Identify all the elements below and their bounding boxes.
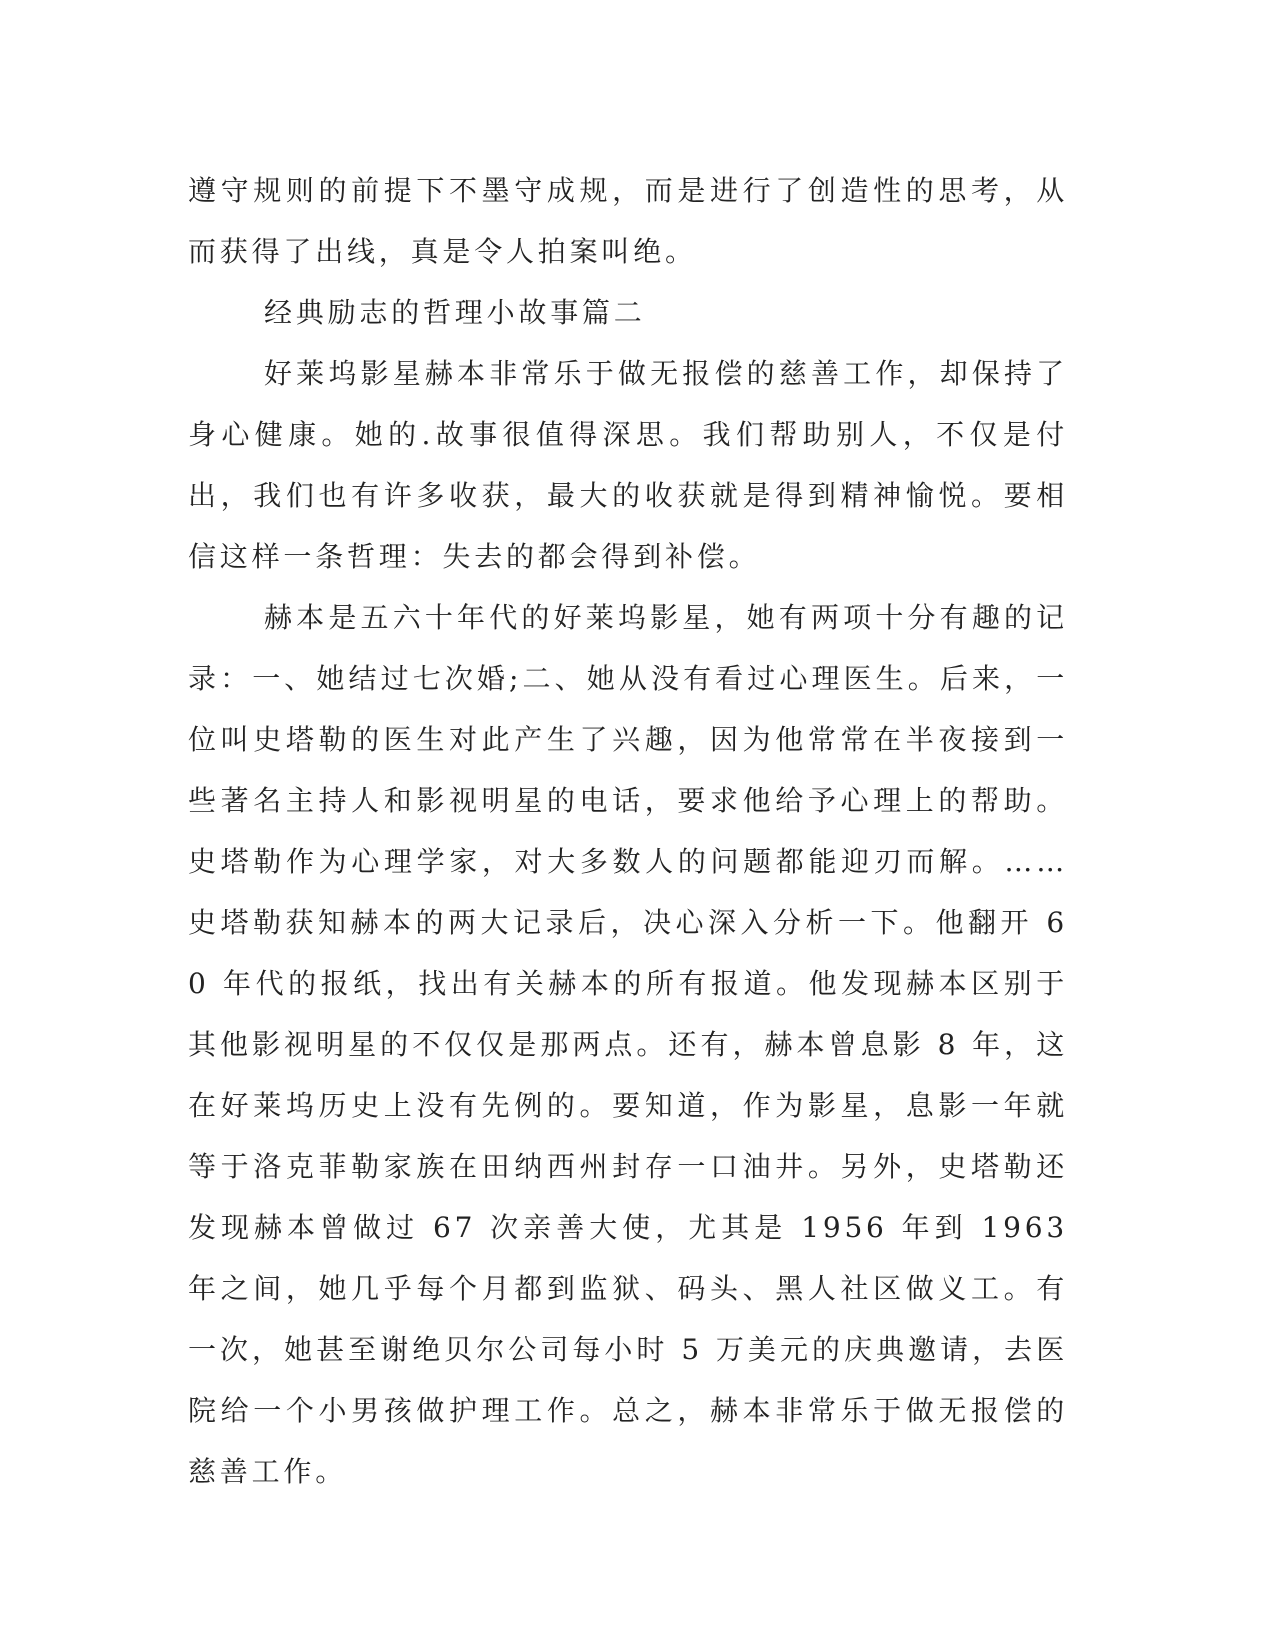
section-heading: 经典励志的哲理小故事篇二 xyxy=(264,296,646,329)
paragraph-story: 赫本是五六十年代的好莱坞影星，她有两项十分有趣的记录：一、她结过七次婚;二、她从没有看过心理医生。后来，一位叫史塔勒的医生对此产生了兴趣，因为他常常在半夜接到一些著名主持人和影视明星的电话，要求他给予心理上的帮助。史塔勒作为心理学家，对大多数人的问题都能迎刃而解。……史塔勒获知赫本的两大记录后，决心深入分析一下。他翻开 60 年代的报纸，找出有关赫本的所有报道。他发现赫本区别于其他影视明星的不仅仅是那两点。还有，赫本曾息影 8 年，这在好莱坞历史上没有先例的。要知道，作为影星，息影一年就等于洛克菲勒家族在田纳西州封存一口油井。另外，史塔勒还发现赫本曾做过 67 次亲善大使，尤其是 1956 年到 1963 年之间，她几乎每个月都到监狱、码头、黑人社区做义工。有一次，她甚至谢绝贝尔公司每小时 5 万美元的庆典邀请，去医院给一个小男孩做护理工作。总之，赫本非常乐于做无报偿的慈善工作。 xyxy=(188,601,1068,1488)
paragraph-intro: 好莱坞影星赫本非常乐于做无报偿的慈善工作，却保持了身心健康。她的.故事很值得深思。我们帮助别人，不仅是付出，我们也有许多收获，最大的收获就是得到精神愉悦。要相信这样一条哲理：失去的都会得到补偿。 xyxy=(188,357,1068,573)
document-body xyxy=(188,160,1068,1502)
paragraph-continuation: 遵守规则的前提下不墨守成规，而是进行了创造性的思考，从而获得了出线，真是令人拍案叫绝。 xyxy=(188,174,1068,268)
